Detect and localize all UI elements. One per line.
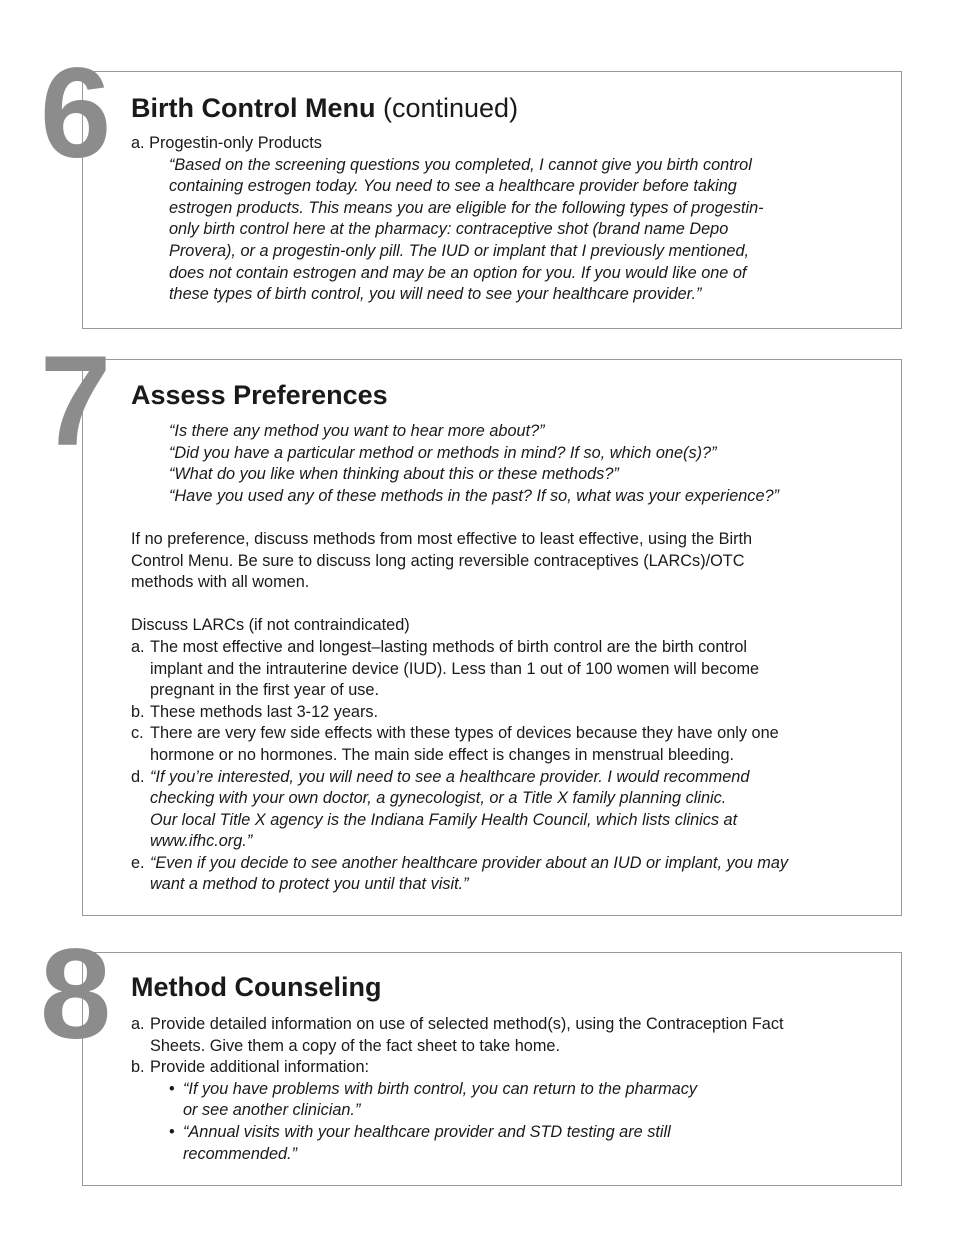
bullet-icon: • (169, 1079, 175, 1098)
counseling-bullet (131, 1079, 891, 1122)
section-6-title (131, 92, 891, 124)
paragraph-line: If no preference, discuss methods from most effective to least effective, using the Birth (131, 529, 753, 548)
section-7-number: 7 (40, 330, 108, 473)
list-line: Provide detailed information on use of selected method(s), using the Contraception Fact (150, 1015, 784, 1033)
list-marker: b. (131, 1058, 145, 1077)
preference-question: “Is there any method you want to hear more about?” (169, 422, 545, 440)
list-marker: a. (131, 637, 145, 656)
list-marker: b. (131, 702, 145, 721)
quote-line: “Based on the screening questions you completed, I cannot give you birth control (169, 155, 752, 174)
list-line: pregnant in the first year of use. (150, 681, 379, 700)
larc-item-b (131, 702, 891, 724)
quote-line: containing estrogen today. You need to see a healthcare provider before taking (169, 177, 737, 196)
larc-heading: Discuss LARCs (if not contraindicated) (131, 616, 410, 635)
list-line: www.ifhc.org.” (150, 832, 253, 851)
preference-questions (131, 421, 891, 507)
larc-item-c (131, 723, 891, 766)
list-marker: e. (131, 853, 145, 872)
counseling-item-b (131, 1057, 891, 1079)
list-line: want a method to protect you until that visit.” (150, 875, 469, 894)
paragraph-line: methods with all women. (131, 573, 310, 592)
section-6-number: 6 (40, 42, 108, 185)
larc-item-a (131, 637, 891, 702)
section-8-content (131, 971, 891, 1165)
quote-line: these types of birth control, you will need to see your healthcare provider.” (169, 285, 702, 304)
list-line: There are very few side effects with these types of devices because they have only one (150, 724, 779, 743)
quote-line: does not contain estrogen and may be an option for you. If you would like one of (169, 263, 747, 282)
preference-question: “What do you like when thinking about this or these methods?” (169, 465, 619, 484)
list-line: checking with your own doctor, a gynecologist, or a Title X family planning clinic. (150, 789, 727, 808)
section-6-title-bold: Birth Control Menu (131, 93, 376, 123)
list-line: “If you’re interested, you will need to see a healthcare provider. I would recommend (150, 767, 750, 786)
list-marker: d. (131, 767, 145, 786)
counseling-bullet (131, 1122, 891, 1165)
section-6-item-a-label: a. Progestin-only Products (131, 134, 322, 152)
list-line: The most effective and longest–lasting methods of birth control are the birth control (150, 637, 748, 656)
preference-question: “Have you used any of these methods in the past? If so, what was your experience?” (169, 486, 779, 505)
list-line: These methods last 3-12 years. (150, 702, 379, 721)
list-line: implant and the intrauterine device (IUD). Less than 1 out of 100 women will become (150, 659, 760, 678)
bullet-line: or see another clinician.” (183, 1101, 361, 1120)
bullet-line: “Annual visits with your healthcare provider and STD testing are still (183, 1122, 671, 1141)
section-6-content (131, 92, 891, 306)
larc-item-d (131, 767, 891, 853)
list-marker: a. (131, 1015, 145, 1033)
list-line: hormone or no hormones. The main side effect is changes in menstrual bleeding. (150, 745, 735, 764)
section-6-title-light: (continued) (382, 93, 519, 123)
section-7-title: Assess Preferences (131, 380, 388, 410)
section-6-quote (131, 155, 891, 306)
bullet-line: recommended.” (183, 1144, 298, 1163)
bullet-line: “If you have problems with birth control, you can return to the pharmacy (183, 1079, 698, 1098)
larc-item-e (131, 853, 891, 896)
counseling-item-a (131, 1014, 891, 1057)
no-preference-paragraph (131, 529, 891, 594)
quote-line: estrogen products. This means you are eligible for the following types of progestin- (169, 198, 764, 217)
bullet-icon: • (169, 1122, 175, 1141)
preference-question: “Did you have a particular method or methods in mind? If so, which one(s)?” (169, 443, 717, 462)
section-7-content (131, 379, 891, 896)
section-8-title: Method Counseling (131, 972, 382, 1002)
section-8-number: 8 (40, 923, 108, 1066)
quote-line: Provera), or a progestin-only pill. The IUD or implant that I previously mentioned, (169, 241, 750, 260)
list-line: Sheets. Give them a copy of the fact sheet to take home. (150, 1036, 560, 1055)
list-line: Provide additional information: (150, 1058, 370, 1077)
list-line: Our local Title X agency is the Indiana Family Health Council, which lists clinics at (150, 810, 738, 829)
quote-line: only birth control here at the pharmacy: contraceptive shot (brand name Depo (169, 220, 729, 239)
list-marker: c. (131, 724, 144, 743)
paragraph-line: Control Menu. Be sure to discuss long acting reversible contraceptives (LARCs)/OTC (131, 551, 745, 570)
list-line: “Even if you decide to see another healthcare provider about an IUD or implant, you may (150, 853, 789, 872)
